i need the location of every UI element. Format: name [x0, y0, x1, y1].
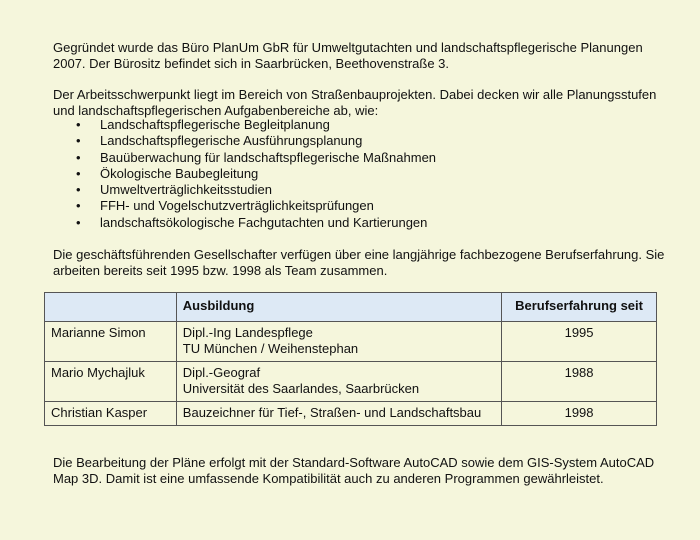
bullet-icon: •: [76, 182, 81, 198]
list-item-label: Landschaftspflegerische Begleitplanung: [100, 117, 330, 132]
header-education: Ausbildung: [176, 293, 501, 322]
list-item: [76, 165, 660, 182]
list-item-label: Landschaftspflegerische Ausführungsplanung: [100, 133, 363, 149]
partners-text: Die geschäftsführenden Gesellschafter verfügen über eine langjährige fachbezogene Berufserfahrung. Sie arbeiten bereits seit 1995 bzw. 1998 als Team zusammen.: [53, 247, 665, 278]
education-line: Bauzeichner für Tief-, Straßen- und Landschaftsbau: [182, 405, 482, 420]
cell-experience: 1988: [502, 362, 657, 402]
bullet-icon: •: [76, 165, 81, 181]
list-item-label: Ökologische Baubegleitung: [100, 165, 259, 181]
list-item: [76, 117, 660, 133]
cell-education: [176, 322, 501, 362]
intro-focus-text: Der Arbeitsschwerpunkt liegt im Bereich von Straßenbauprojekten. Dabei decken wir alle Planungsstufen und landschaftspflegerischen Aufgabenbereiche ab, wie:: [53, 87, 657, 118]
table-header-row: [45, 293, 657, 322]
list-item: [76, 182, 660, 198]
list-item-label: landschaftsökologische Fachgutachten und Kartierungen: [100, 214, 428, 230]
list-item-label: Umweltverträglichkeitsstudien: [100, 182, 272, 198]
header-experience: Berufserfahrung seit: [502, 293, 657, 322]
cell-education: [176, 362, 501, 402]
cell-name: Marianne Simon: [45, 322, 177, 362]
cell-name: Christian Kasper: [45, 402, 177, 426]
cell-name: Mario Mychajluk: [45, 362, 177, 402]
education-line: Dipl.-Geograf: [182, 365, 261, 380]
bullet-icon: •: [76, 133, 81, 149]
cell-education: [176, 402, 501, 426]
list-item-label: FFH- und Vogelschutzverträglichkeitsprüfungen: [100, 198, 374, 214]
bullet-icon: •: [76, 214, 81, 230]
cell-experience: 1995: [502, 322, 657, 362]
list-item: [76, 214, 660, 231]
education-line: Dipl.-Ing Landespflege: [182, 325, 313, 340]
software-text: Die Bearbeitung der Pläne erfolgt mit der Standard-Software AutoCAD sowie dem GIS-System AutoCAD Map 3D. Damit ist eine umfassende Kompatibilität auch zu anderen Programmen gewährleistet.: [53, 455, 655, 486]
task-list: [53, 117, 660, 231]
bullet-icon: •: [76, 149, 81, 165]
education-line: TU München / Weihenstephan: [182, 341, 359, 356]
staff-table: [44, 292, 657, 426]
education-line: Universität des Saarlandes, Saarbrücken: [182, 381, 420, 396]
list-item: [76, 133, 660, 149]
table-row: [45, 402, 657, 426]
list-item: [76, 149, 660, 166]
header-name: [45, 293, 177, 322]
table-row: [45, 322, 657, 362]
bullet-icon: •: [76, 198, 81, 214]
list-item: [76, 198, 660, 214]
cell-experience: 1998: [502, 402, 657, 426]
bullet-icon: •: [76, 117, 81, 132]
table-row: [45, 362, 657, 402]
list-item-label: Bauüberwachung für landschaftspflegerische Maßnahmen: [100, 149, 437, 165]
intro-founded-text: Gegründet wurde das Büro PlanUm GbR für Umweltgutachten und landschaftspflegerische Planungen 2007. Der Bürositz befindet sich in Saarbrücken, Beethovenstraße 3.: [53, 40, 643, 71]
